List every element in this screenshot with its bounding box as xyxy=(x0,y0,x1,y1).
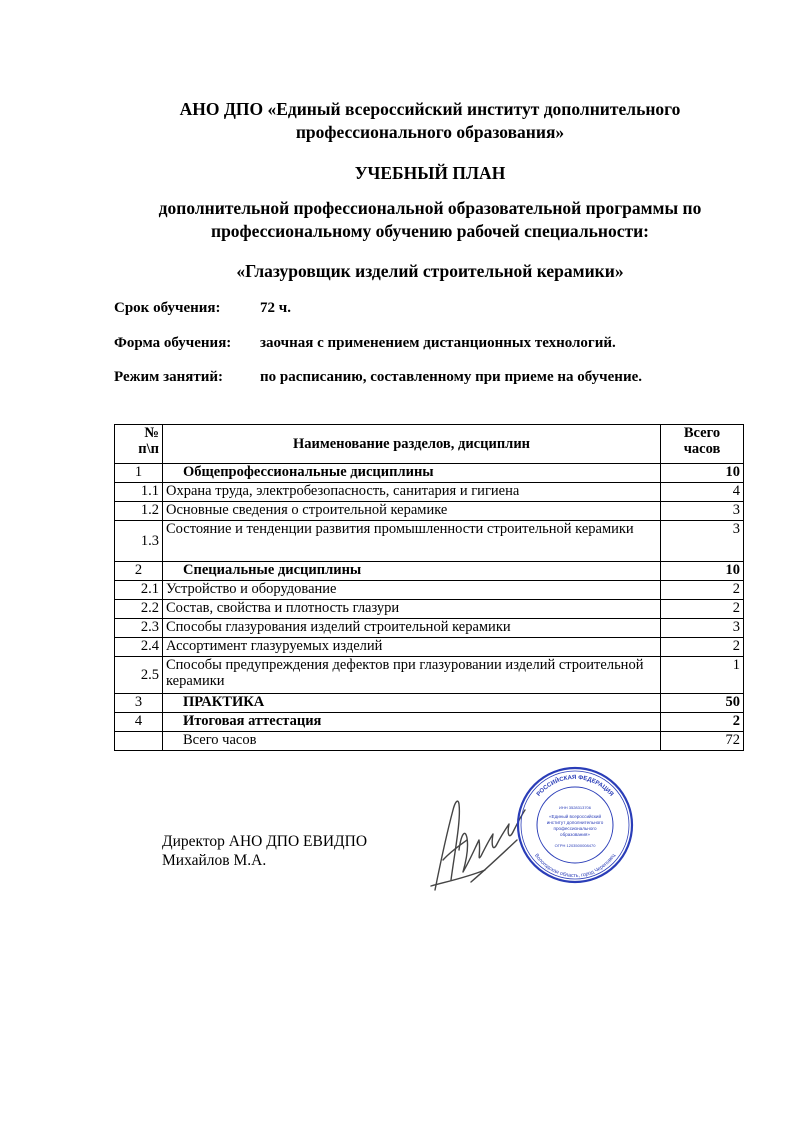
seal-line4: образования» xyxy=(560,832,590,837)
table-row xyxy=(115,694,744,713)
row-number: 2.3 xyxy=(115,619,163,638)
row-number: 1.3 xyxy=(115,521,163,562)
row-name: Специальные дисциплины xyxy=(163,562,661,581)
table-row xyxy=(115,638,744,657)
header-hours xyxy=(661,425,744,464)
row-number: 2 xyxy=(115,562,163,581)
row-name: Способы предупреждения дефектов при глазуровании изделий строительной керамики xyxy=(163,657,661,694)
document-title: УЧЕБНЫЙ ПЛАН xyxy=(354,163,506,183)
row-number: 2.2 xyxy=(115,600,163,619)
table-row xyxy=(115,562,744,581)
seal-line2: институт дополнительного xyxy=(546,820,604,825)
organization-name-line2: профессионального образования» xyxy=(295,122,565,142)
table-row xyxy=(115,619,744,638)
seal-bottom-text: Вологодская область, город Череповец xyxy=(533,852,617,880)
director-name: Михайлов М.А. xyxy=(162,852,267,869)
row-name: Итоговая аттестация xyxy=(163,713,661,732)
row-hours: 3 xyxy=(661,521,744,562)
table-row xyxy=(115,581,744,600)
study-form-value: заочная с применением дистанционных технологий. xyxy=(260,335,616,351)
header-name: Наименование разделов, дисциплин xyxy=(163,425,661,464)
seal-line1: «Единый всероссийский xyxy=(548,814,602,819)
row-name: ПРАКТИКА xyxy=(163,694,661,713)
seal-ogrn: ОГРН 1203500008470 xyxy=(554,843,596,848)
row-name: Общепрофессиональные дисциплины xyxy=(163,464,661,483)
row-hours: 10 xyxy=(661,464,744,483)
total-label: Всего часов xyxy=(163,732,661,751)
row-hours: 2 xyxy=(661,638,744,657)
schedule-label: Режим занятий: xyxy=(114,369,224,385)
table-row xyxy=(115,483,744,502)
row-name: Охрана труда, электробезопасность, санитария и гигиена xyxy=(163,483,661,502)
signoff-block xyxy=(162,832,367,870)
row-number: 1.2 xyxy=(115,502,163,521)
header-hours-line1: Всего xyxy=(683,425,721,441)
header-number xyxy=(115,425,163,464)
signature-strokes xyxy=(431,801,525,890)
table-total-row xyxy=(115,732,744,751)
curriculum-table xyxy=(114,424,744,751)
table-row xyxy=(115,713,744,732)
row-hours: 2 xyxy=(661,713,744,732)
row-name: Основные сведения о строительной керамике xyxy=(163,502,661,521)
row-hours: 10 xyxy=(661,562,744,581)
total-number xyxy=(115,732,163,751)
seal-inn: ИНН 3528313706 xyxy=(558,805,592,810)
row-hours: 3 xyxy=(661,502,744,521)
organization-seal xyxy=(515,765,635,885)
row-name: Устройство и оборудование xyxy=(163,581,661,600)
organization-name xyxy=(0,98,800,144)
row-number: 4 xyxy=(115,713,163,732)
row-hours: 1 xyxy=(661,657,744,694)
row-hours: 2 xyxy=(661,581,744,600)
header-hours-line2: часов xyxy=(683,441,721,457)
table-row xyxy=(115,521,744,562)
row-number: 2.1 xyxy=(115,581,163,600)
seal-line3: профессионального xyxy=(553,826,597,831)
row-number: 1 xyxy=(115,464,163,483)
table-row xyxy=(115,600,744,619)
duration-value: 72 ч. xyxy=(260,300,291,316)
organization-name-line1: АНО ДПО «Единый всероссийский институт дополнительного xyxy=(179,99,681,119)
program-name: «Глазуровщик изделий строительной керамики» xyxy=(236,261,624,281)
header-number-line1: № xyxy=(144,425,159,441)
subtitle-line2: профессиональному обучению рабочей специальности: xyxy=(210,221,650,241)
director-position: Директор АНО ДПО ЕВИДПО xyxy=(162,833,368,850)
row-hours: 50 xyxy=(661,694,744,713)
row-hours: 4 xyxy=(661,483,744,502)
row-number: 2.4 xyxy=(115,638,163,657)
document-subtitle xyxy=(0,197,800,243)
row-number: 2.5 xyxy=(115,657,163,694)
subtitle-line1: дополнительной профессиональной образовательной программы по xyxy=(158,198,702,218)
row-hours: 3 xyxy=(661,619,744,638)
row-number: 3 xyxy=(115,694,163,713)
row-number: 1.1 xyxy=(115,483,163,502)
header-number-line2: п\п xyxy=(138,441,159,457)
total-hours: 72 xyxy=(661,732,744,751)
seal-outer-text: РОССИЙСКАЯ ФЕДЕРАЦИЯ xyxy=(535,774,615,798)
row-name: Состояние и тенденции развития промышленности строительной керамики xyxy=(163,521,661,562)
row-name: Способы глазурования изделий строительной керамики xyxy=(163,619,661,638)
table-row xyxy=(115,502,744,521)
row-name: Ассортимент глазуруемых изделий xyxy=(163,638,661,657)
schedule-value: по расписанию, составленному при приеме на обучение. xyxy=(260,369,642,385)
row-hours: 2 xyxy=(661,600,744,619)
table-row xyxy=(115,464,744,483)
study-form-label: Форма обучения: xyxy=(114,335,232,351)
table-row xyxy=(115,657,744,694)
table-header-row xyxy=(115,425,744,464)
duration-label: Срок обучения: xyxy=(114,300,221,316)
row-name: Состав, свойства и плотность глазури xyxy=(163,600,661,619)
